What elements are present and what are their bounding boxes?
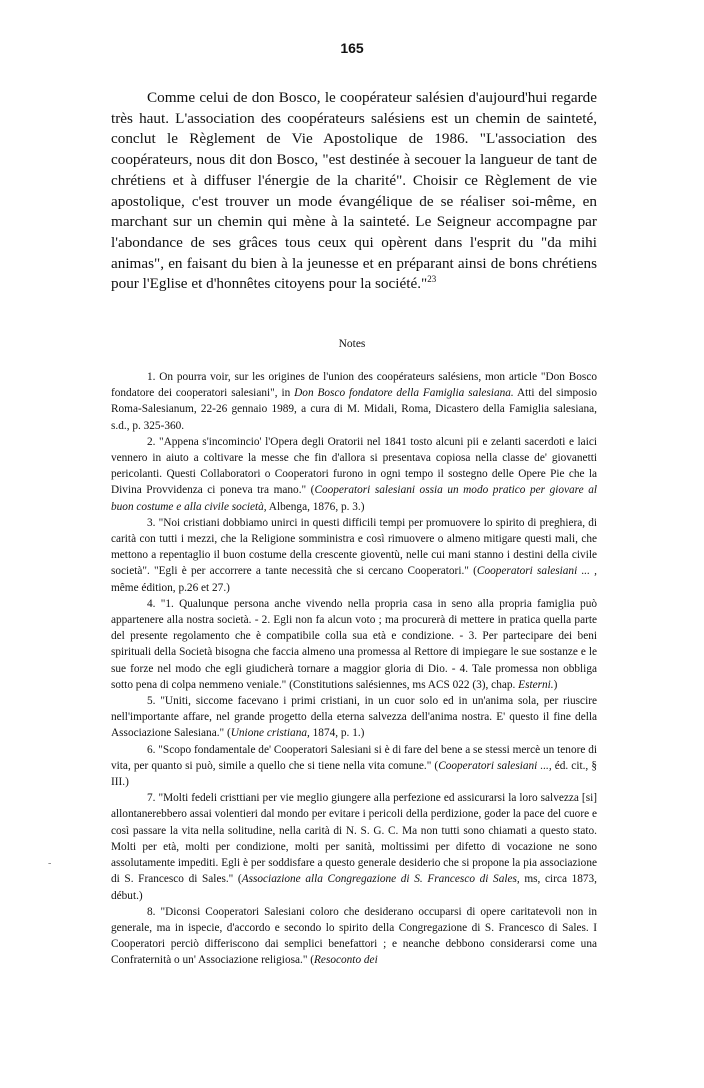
footnote-5-part-b: 1874, p. 1.)	[309, 727, 365, 740]
footnote-6-part-i: Cooperatori salesiani ...,	[438, 759, 552, 772]
footnote-2-part-i: Cooperatori salesiani ossia un modo pratico per giovare al buon costume e alla civile società,	[111, 484, 597, 513]
footnote-4	[111, 596, 597, 693]
footnote-2	[111, 434, 597, 515]
footnote-4-part-a: 4. "1. Qualunque persona anche vivendo nella propria casa in seno alla propria famiglia può appartenere alla nostra società. - 2. Egli non fa alcun voto ; ma procurerà di mettere in pratica quella parte del presente regolamento che è compatibile colla sua età e condizione. - 3. Per partecipare dei beni spirituali della Società bisogna che faccia almeno una promessa al Rettore di impiegare le sue sostanze e le sue forze nel modo che egli giudicherà tornare a maggior gloria di Dio. - 4. Tale promessa non obbliga sotto pena di colpa nemmeno veniale." (Constitutions salésiennes, ms ACS 022 (3), chap.	[111, 597, 597, 691]
footnote-8-part-a: 8. "Diconsi Cooperatori Salesiani coloro che desiderano occuparsi di opere caritatevoli non in generale, ma in ispecie, d'accordo e secondo lo spirito della Congregazione di S. Francesco di Sales. I Cooperatori perciò differiscono dai semplici benefattori ; e neanche debbono considerarsi come una Confraternità o un' Associazione religiosa." (	[111, 905, 597, 967]
footnote-7	[111, 790, 597, 903]
footnote-7-part-a: 7. "Molti fedeli cristtiani per vie meglio giungere alla perfezione ed assicurarsi la loro salvezza [si] allontanerebbero assai volentieri dal mondo per evitare i pericoli della perdizione, goder la pace del cuore e così passare la vita nella solitudine, nella carità di N. S. G. C. Ma non tutti sono chiamati a questo stato. Molti per età, molti per condizione, molti per sanità, moltissimi per difetto di vocazione ne sono assolutamente impediti. Egli è per soddisfare a questo generale desiderio che si propone la pia associazione di S. Francesco di Sales." (	[111, 792, 597, 886]
footnote-5-part-a: 5. "Uniti, siccome facevano i primi cristiani, in un cuor solo ed in un'anima sola, per riuscire nell'importante affare, nel grande progetto della eterna salvezza dell'anima nostra. E' questo il fine della Associazione Salesiana." (	[111, 695, 597, 740]
footnote-4-part-b: )	[553, 678, 558, 691]
footnote-5-part-i: Unione cristiana,	[230, 727, 310, 740]
footnote-8-part-i: Resoconto dei	[314, 954, 378, 967]
footnote-2-part-b: Albenga, 1876, p. 3.)	[266, 500, 365, 513]
footnote-1-part-b: Atti del simposio Roma-Salesianum, 22-26 gennaio 1989, a cura di M. Midali, Roma, Dicastero della Famiglia salesiana, s.d., p. 325-360.	[111, 387, 597, 432]
notes-heading: Notes	[338, 338, 366, 350]
footnote-6	[111, 742, 597, 791]
footnote-reference: 23	[427, 274, 437, 285]
footnote-3-part-b: même édition, p.26 et 27.)	[111, 581, 230, 594]
footnote-7-part-b: ms, circa 1873, début.)	[111, 873, 598, 902]
footnote-2-part-a: 2. "Appena s'incomincio' l'Opera degli Oratorii nel 1841 tosto alcuni pii e zelanti sacerdoti e laici vennero in aiuto a coltivare la messe che fin d'allora si presentava copiosa nella classe de' giovanetti pericolanti. Questi Collaboratori o Cooperatori furono in ogni tempo il sostegno delle Opere Pie che la Divina Provvidenza ci poneva tra mano." (	[111, 435, 597, 497]
footnote-3-part-a: 3. "Noi cristiani dobbiamo unirci in questi difficili tempi per promuovere lo spirito di preghiera, di carità con tutti i mezzi, che la Religione somministra e così rimuovere o almeno mitigare questi mali, che mettono a repentaglio il buon costume della crescente gioventù, nelle cui mani stanno i destini della civile società". "Egli è per accorrere a tante necessità che si cercano Cooperatori." (	[111, 516, 597, 578]
footnote-3	[111, 515, 597, 596]
footnote-1-part-a: 1. On pourra voir, sur les origines de l'union des coopérateurs salésiens, mon article "Don Bosco fondatore dei cooperatori salesiani", in	[111, 371, 597, 400]
page-number: 165	[340, 40, 364, 56]
footnote-1	[111, 369, 597, 434]
footnote-5	[111, 693, 597, 742]
margin-mark: -	[48, 858, 52, 869]
footnote-7-part-i: Associazione alla Congregazione di S. Francesco di Sales,	[241, 873, 520, 886]
notes-list	[111, 369, 597, 969]
paragraph-text: Comme celui de don Bosco, le coopérateur salésien d'aujourd'hui regarde très haut. L'association des coopérateurs salésiens est un chemin de sainteté, conclut le Règlement de Vie Apostolique de 1986. "L'association des coopérateurs, nous dit don Bosco, "est destinée à secouer la langueur de tant de chrétiens et à diffuser l'énergie de la charité". Choisir ce Règlement de vie apostolique, c'est trouver un mode évangélique de se réaliser soi-même, en marchant sur un chemin qui mène à la sainteté. Le Seigneur accompagne par l'abondance de ses grâces tous ceux qui opèrent dans l'esprit du "da mihi animas", en faisant du bien à la jeunesse et en préparant ainsi de bons chrétiens pour l'Eglise et d'honnêtes citoyens pour la société."	[111, 89, 597, 293]
footnote-1-part-i: Don Bosco fondatore della Famiglia salesiana.	[294, 387, 514, 400]
main-paragraph	[111, 88, 597, 295]
footnote-3-part-i: Cooperatori salesiani ... ,	[476, 565, 597, 578]
footnote-6-part-a: 6. "Scopo fondamentale de' Cooperatori Salesiani si è di fare del bene a se stessi mercè un tenore di vita, per quanto si può, simile a quello che si tiene nella vita comune." (	[111, 743, 597, 772]
footnote-4-part-i: Esterni.	[518, 678, 554, 691]
footnote-8	[111, 904, 597, 969]
footnote-6-part-b: éd. cit., § III.)	[111, 759, 597, 789]
